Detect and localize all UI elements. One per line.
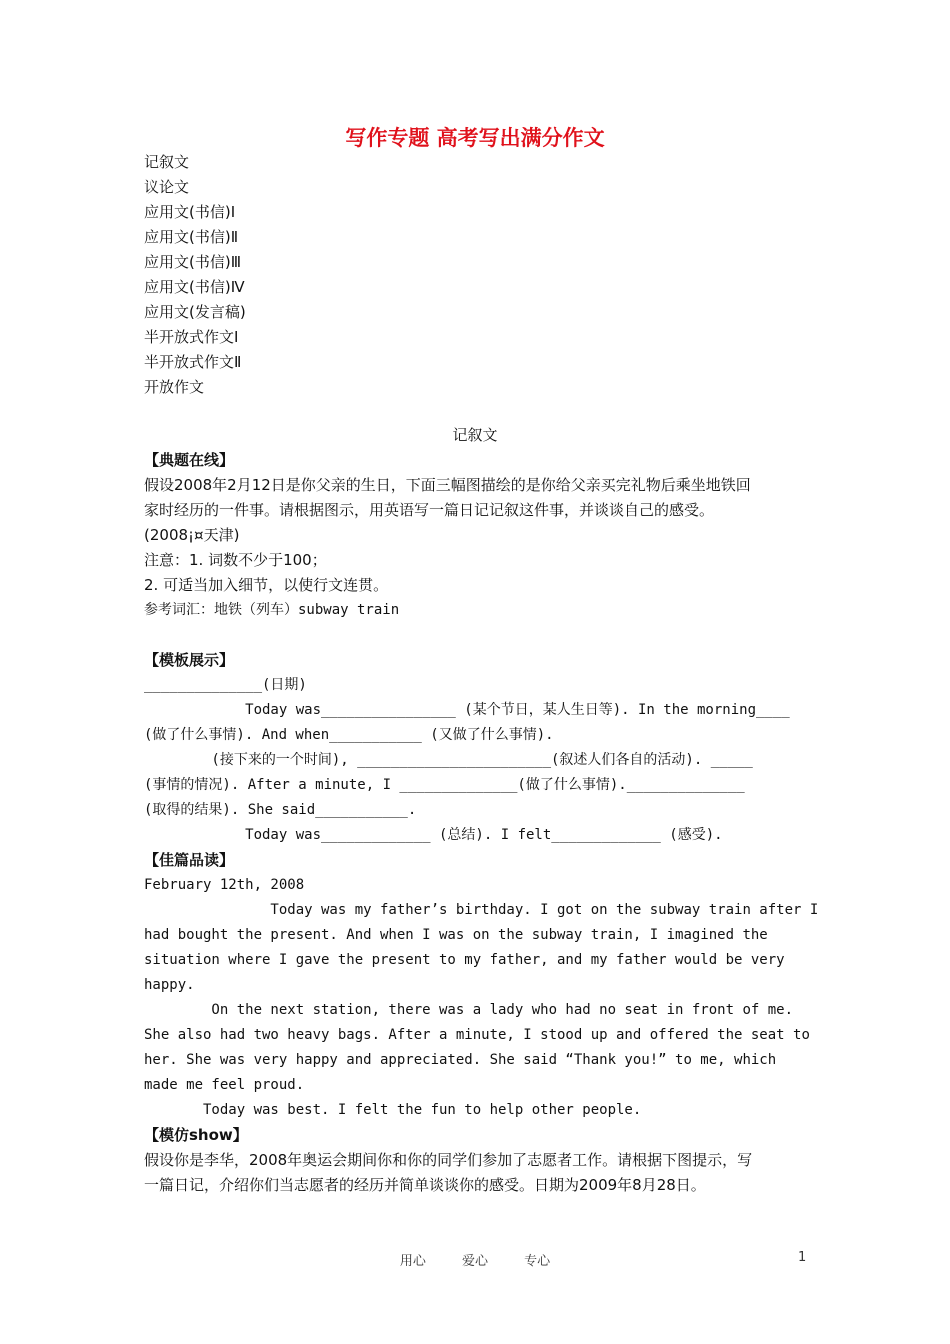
template-line: (接下来的一个时间), _______________________(叙述人们各自的活动). _____ [144, 752, 753, 768]
essay-line: On the next station, there was a lady who had no seat in front of me. [144, 1002, 794, 1018]
dianti-heading: 【典题在线】 [144, 451, 235, 469]
footer-word: 用心 [399, 1254, 426, 1269]
toc-item: 半开放式作文Ⅱ [144, 353, 242, 371]
note-line: 注意：1. 词数不少于100； [144, 551, 327, 569]
toc-item: 应用文(书信)Ⅲ [144, 253, 242, 271]
footer-word: 爱心 [461, 1254, 488, 1269]
template-line: Today was_____________ (总结). I felt_____________ (感受). [144, 827, 723, 843]
toc-item: 议论文 [144, 178, 190, 196]
vocab-line: 参考词汇：地铁（列车）subway train [144, 602, 400, 618]
essay-line: Today was best. I felt the fun to help other people. [144, 1102, 642, 1118]
template-line: (取得的结果). She said___________. [144, 802, 417, 818]
table-of-contents [144, 150, 246, 400]
page-number: 1 [798, 1250, 807, 1265]
template-line: (事情的情况). After a minute, I ______________(做了什么事情).______________ [144, 777, 745, 793]
toc-item: 应用文(书信)Ⅳ [144, 278, 245, 296]
toc-item: 记叙文 [144, 153, 190, 171]
footer-word: 专心 [524, 1254, 551, 1269]
prompt-line: 家时经历的一件事。请根据图示，用英语写一篇日记记叙这件事，并谈谈自己的感受。 [144, 501, 715, 519]
page-footer [0, 1250, 950, 1269]
essay-heading: 【佳篇品读】 [144, 851, 235, 869]
prompt-line: 一篇日记，介绍你们当志愿者的经历并简单谈谈你的感受。日期为2009年8月28日。 [144, 1176, 706, 1194]
section-heading: 记叙文 [452, 426, 498, 444]
essay-line: Today was my father’s birthday. I got on the subway train after I [144, 902, 819, 918]
essay-line: had bought the present. And when I was on the subway train, I imagined the [144, 927, 768, 943]
note-line: 2. 可适当加入细节，以使行文连贯。 [144, 576, 389, 594]
source-line: (2008¡¤天津) [144, 526, 240, 544]
prompt-line: 假设你是李华，2008年奥运会期间你和你的同学们参加了志愿者工作。请根据下图提示，写 [144, 1151, 753, 1169]
template-line: (做了什么事情). And when___________ (又做了什么事情). [144, 727, 554, 743]
essay-line: She also had two heavy bags. After a minute, I stood up and offered the seat to [144, 1027, 810, 1043]
essay-line: situation where I gave the present to my father, and my father would be very [144, 952, 785, 968]
toc-item: 开放作文 [144, 378, 205, 396]
essay-line: happy. [144, 977, 195, 993]
toc-item: 应用文(书信)Ⅱ [144, 228, 239, 246]
template-line: Today was________________ (某个节日，某人生日等). In the morning____ [144, 702, 790, 718]
template-line: ______________(日期) [144, 677, 307, 693]
prompt-line: 假设2008年2月12日是你父亲的生日，下面三幅图描绘的是你给父亲买完礼物后乘坐地铁回 [144, 476, 751, 494]
essay-line: made me feel proud. [144, 1077, 305, 1093]
template-heading: 【模板展示】 [144, 651, 235, 669]
toc-item: 应用文(发言稿) [144, 303, 246, 321]
imitate-heading: 【模仿show】 [144, 1126, 248, 1144]
essay-line: her. She was very happy and appreciated. She said “Thank you!” to me, which [144, 1052, 777, 1068]
document-title: 写作专题 高考写出满分作文 [345, 126, 605, 150]
essay-date: February 12th, 2008 [144, 877, 305, 893]
toc-item: 应用文(书信)Ⅰ [144, 203, 236, 221]
toc-item: 半开放式作文Ⅰ [144, 328, 239, 346]
